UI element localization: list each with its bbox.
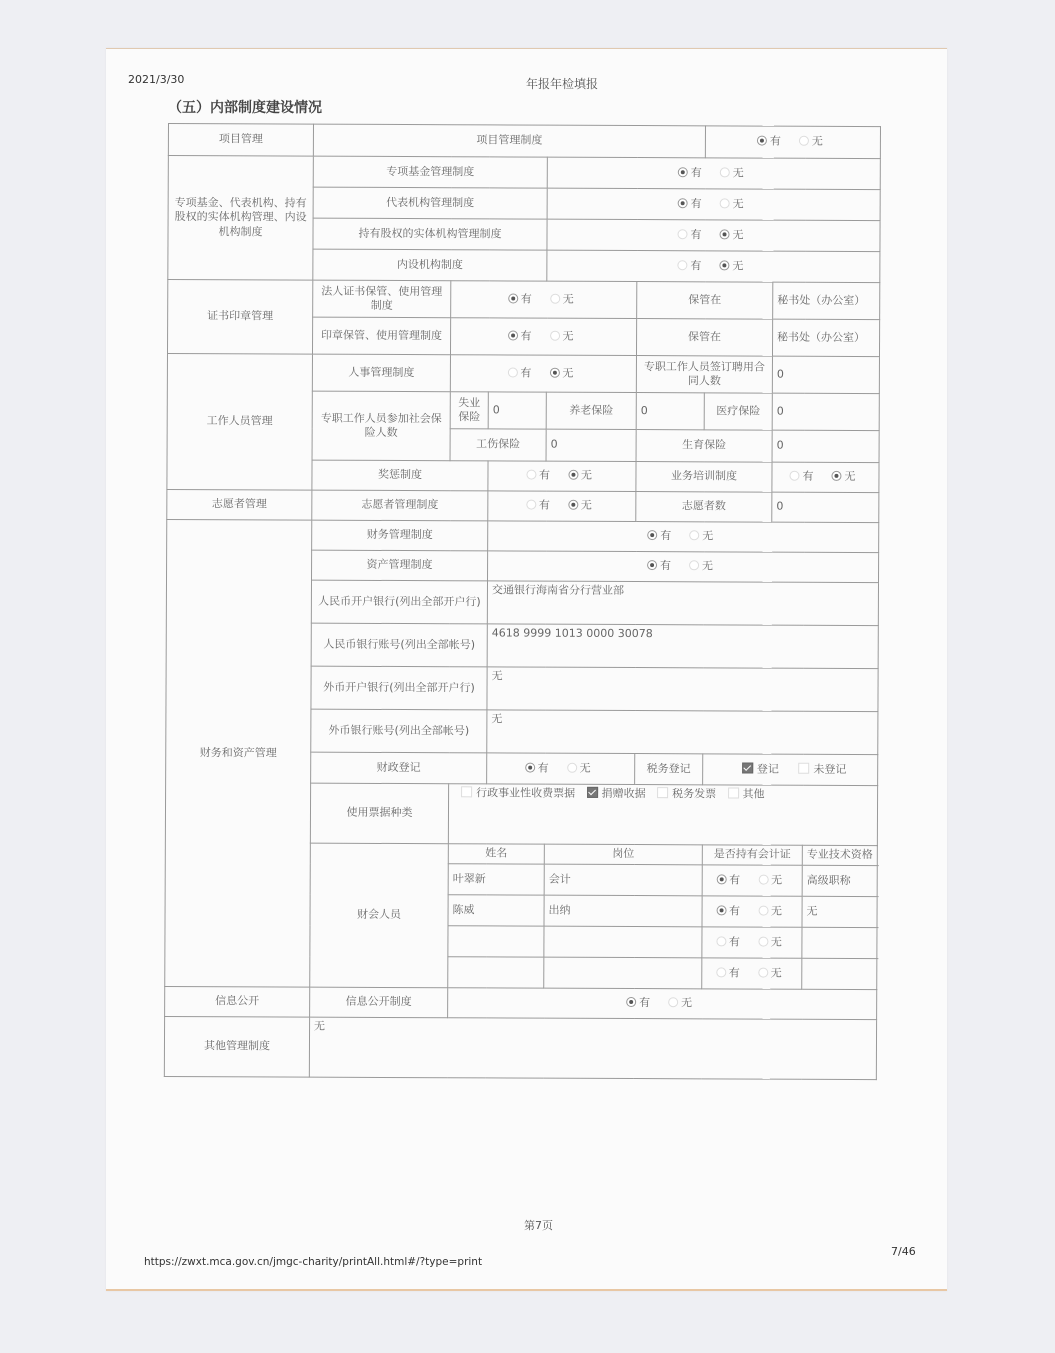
label-project-system: 项目管理制度 [313, 124, 705, 158]
no-label: 无 [562, 292, 574, 306]
print-date: 2021/3/30 [128, 73, 185, 86]
yes-label: 有 [728, 935, 740, 949]
label-insurance-count: 专职工作人员参加社会保险人数 [312, 391, 450, 461]
no-radio[interactable] [689, 561, 699, 571]
unregistered-label: 未登记 [813, 762, 847, 776]
yes-label: 有 [520, 366, 532, 380]
staff-post [544, 926, 702, 958]
value-seal-kept: 秘书处（办公室） [772, 319, 879, 356]
yes-label: 有 [538, 498, 550, 513]
no-radio[interactable] [720, 167, 730, 177]
label-cert-system: 法人证书保管、使用管理制度 [313, 280, 451, 318]
invoice-type-label: 行政事业性收费票据 [476, 786, 576, 800]
category-info: 信息公开 [165, 986, 310, 1017]
value-fx-account: 无 [487, 710, 878, 755]
yes-label: 有 [520, 292, 532, 306]
label-rmb-account: 人民币银行账号(列出全部帐号) [311, 623, 487, 667]
staff-qualification [802, 958, 877, 989]
registered-checkbox[interactable] [742, 762, 753, 773]
staff-name: 陈威 [448, 895, 544, 926]
no-label: 无 [580, 499, 592, 513]
staff-name [448, 926, 544, 957]
no-radio[interactable] [550, 331, 560, 341]
unregistered-checkbox[interactable] [798, 763, 809, 774]
value-cert-kept: 秘书处（办公室） [773, 282, 880, 319]
value-rmb-account: 4618 9999 1013 0000 30078 [487, 624, 878, 669]
label-equity-entity: 持有股权的实体机构管理制度 [313, 218, 547, 250]
no-label: 无 [732, 228, 744, 242]
label-unemployment: 失业保险 [450, 392, 488, 429]
label-kept: 保管在 [637, 282, 773, 320]
radio-group[interactable] [488, 461, 636, 492]
yes-label: 有 [639, 996, 651, 1010]
no-label: 无 [771, 873, 783, 887]
yes-radio[interactable] [647, 560, 657, 570]
staff-qualification [802, 927, 877, 958]
staff-post: 出纳 [544, 895, 702, 927]
yes-label: 有 [729, 904, 741, 918]
yes-radio[interactable] [507, 367, 517, 377]
no-label: 无 [579, 761, 591, 775]
yes-label: 有 [690, 259, 702, 273]
yes-label: 有 [537, 761, 549, 775]
invoice-type-label: 其他 [742, 787, 765, 801]
label-rep-office: 代表机构管理制度 [313, 187, 547, 219]
label-special-fund: 专项基金管理制度 [313, 156, 547, 188]
value-contract-count: 0 [772, 356, 879, 393]
yes-radio[interactable] [677, 260, 687, 270]
staff-post [544, 957, 702, 989]
value-fx-bank: 无 [487, 667, 878, 712]
no-radio[interactable] [831, 471, 841, 481]
radio-group[interactable] [547, 157, 880, 189]
value-medical: 0 [772, 393, 879, 430]
header-cert: 是否持有会计证 [702, 845, 802, 865]
yes-radio[interactable] [677, 229, 687, 239]
no-label: 无 [562, 366, 574, 380]
label-invoice-types: 使用票据种类 [310, 783, 448, 844]
printed-page [106, 48, 947, 1291]
section-title: （五）内部制度建设情况 [168, 100, 322, 116]
yes-label: 有 [769, 134, 781, 149]
yes-label: 有 [729, 873, 741, 887]
no-radio[interactable] [799, 136, 809, 146]
value-injury: 0 [546, 429, 636, 461]
label-finance-system: 财务管理制度 [312, 520, 488, 551]
header-post: 岗位 [544, 844, 702, 865]
label-internal-org: 内设机构制度 [313, 249, 547, 281]
label-info-system: 信息公开制度 [310, 987, 448, 1018]
category-special: 专项基金、代表机构、持有股权的实体机构管理、内设机构制度 [168, 156, 314, 281]
no-label: 无 [702, 529, 714, 543]
label-volunteer-system: 志愿者管理制度 [312, 490, 488, 521]
radio-group[interactable] [488, 521, 879, 553]
yes-radio[interactable] [716, 936, 726, 946]
page-count: 7/46 [891, 1245, 916, 1258]
header-qualification: 专业技术资格 [802, 845, 877, 865]
label-hr-system: 人事管理制度 [312, 354, 450, 392]
staff-name: 叶翠新 [448, 864, 544, 895]
no-label: 无 [732, 259, 744, 273]
yes-label: 有 [538, 468, 550, 483]
radio-group[interactable] [450, 318, 636, 356]
label-seal-system: 印章保管、使用管理制度 [312, 317, 450, 355]
label-contract-count: 专职工作人员签订聘用合同人数 [636, 356, 772, 394]
radio-group[interactable] [450, 355, 636, 393]
yes-label: 有 [690, 197, 702, 211]
radio-group[interactable] [448, 988, 877, 1020]
label-fiscal-registration: 财政登记 [311, 752, 487, 784]
no-radio[interactable] [719, 229, 729, 239]
page-footer-number: 第7页 [524, 1219, 553, 1232]
label-injury: 工伤保险 [450, 429, 546, 461]
yes-radio[interactable] [716, 874, 726, 884]
no-radio[interactable] [549, 368, 559, 378]
label-tax-registration: 税务登记 [635, 754, 703, 785]
no-radio[interactable] [567, 763, 577, 773]
staff-name [448, 957, 544, 988]
value-other: 无 [309, 1017, 876, 1079]
yes-radio[interactable] [508, 293, 518, 303]
radio-group[interactable] [488, 491, 636, 522]
radio-group[interactable] [702, 958, 802, 989]
no-label: 无 [844, 470, 856, 484]
yes-radio[interactable] [716, 905, 726, 915]
invoice-type-checkbox[interactable] [461, 786, 472, 797]
category-other: 其他管理制度 [164, 1016, 309, 1077]
label-fx-account: 外币银行账号(列出全部帐号) [311, 709, 487, 753]
label-reward-system: 奖惩制度 [312, 460, 488, 491]
yes-radio[interactable] [526, 500, 536, 510]
header-name: 姓名 [448, 844, 544, 864]
invoice-type-checkbox[interactable] [728, 787, 739, 798]
category-finance: 财务和资产管理 [165, 519, 312, 987]
no-label: 无 [732, 166, 744, 180]
label-pension: 养老保险 [546, 392, 636, 429]
yes-label: 有 [520, 329, 532, 343]
no-radio[interactable] [689, 531, 699, 541]
no-label: 无 [562, 329, 574, 343]
yes-radio[interactable] [678, 198, 688, 208]
radio-group[interactable] [451, 281, 637, 319]
category-volunteer: 志愿者管理 [167, 489, 312, 520]
value-unemployment: 0 [488, 392, 546, 429]
yes-radio[interactable] [626, 997, 636, 1007]
no-radio[interactable] [550, 294, 560, 304]
invoice-type-checkbox[interactable] [657, 787, 668, 798]
no-label: 无 [770, 966, 782, 980]
label-medical: 医疗保险 [704, 393, 772, 430]
value-volunteer-count: 0 [772, 492, 879, 522]
category-project: 项目管理 [168, 124, 313, 157]
no-radio[interactable] [758, 967, 768, 977]
value-pension: 0 [636, 393, 704, 430]
invoice-type-checkbox[interactable] [587, 787, 598, 798]
yes-label: 有 [660, 529, 672, 543]
category-staff: 工作人员管理 [167, 354, 313, 491]
no-label: 无 [732, 197, 744, 211]
yes-radio[interactable] [647, 530, 657, 540]
yes-label: 有 [690, 166, 702, 180]
radio-group[interactable] [547, 250, 880, 282]
no-radio[interactable] [758, 874, 768, 884]
no-label: 无 [702, 559, 714, 573]
print-header-title: 年报年检填报 [526, 77, 599, 91]
print-url: https://zwxt.mca.gov.cn/jmgc-charity/printAll.html#/?type=print [144, 1256, 483, 1268]
value-maternity: 0 [772, 430, 879, 462]
no-label: 无 [770, 935, 782, 949]
label-accounting-staff: 财会人员 [310, 843, 449, 988]
no-label: 无 [681, 996, 693, 1010]
yes-radio[interactable] [789, 471, 799, 481]
radio-group[interactable] [702, 927, 802, 958]
radio-group[interactable] [702, 865, 802, 896]
tax-registration-options[interactable] [703, 754, 878, 786]
no-label: 无 [580, 469, 592, 483]
yes-radio[interactable] [678, 167, 688, 177]
staff-qualification: 高级职称 [802, 865, 877, 896]
no-label: 无 [771, 904, 783, 918]
value-rmb-bank: 交通银行海南省分行营业部 [487, 581, 878, 626]
no-radio[interactable] [668, 998, 678, 1008]
yes-radio[interactable] [716, 967, 726, 977]
radio-group[interactable] [702, 896, 802, 927]
label-asset-system: 资产管理制度 [312, 550, 488, 581]
yes-label: 有 [802, 470, 814, 484]
radio-group[interactable] [487, 753, 635, 785]
radio-group[interactable] [547, 188, 880, 220]
radio-group[interactable] [547, 219, 880, 251]
no-radio[interactable] [719, 260, 729, 270]
staff-qualification: 无 [802, 896, 877, 927]
radio-group[interactable] [705, 126, 880, 159]
no-radio[interactable] [568, 500, 578, 510]
staff-post: 会计 [544, 864, 702, 896]
yes-label: 有 [690, 228, 702, 242]
yes-radio[interactable] [526, 470, 536, 480]
invoice-types-options[interactable] [448, 784, 877, 846]
radio-group[interactable] [488, 551, 879, 583]
label-maternity: 生育保险 [636, 430, 772, 463]
no-radio[interactable] [568, 470, 578, 480]
label-training-system: 业务培训制度 [636, 462, 772, 493]
yes-label: 有 [728, 966, 740, 980]
label-fx-bank: 外币开户银行(列出全部开户行) [311, 666, 487, 710]
yes-radio[interactable] [508, 330, 518, 340]
registered-label: 登记 [756, 762, 779, 776]
radio-group[interactable] [772, 462, 879, 492]
yes-label: 有 [660, 559, 672, 573]
label-kept: 保管在 [636, 319, 772, 357]
no-radio[interactable] [720, 198, 730, 208]
label-volunteer-count: 志愿者数 [636, 492, 772, 523]
no-radio[interactable] [758, 936, 768, 946]
invoice-type-label: 税务发票 [672, 787, 717, 801]
category-seal: 证书印章管理 [167, 280, 312, 355]
invoice-type-label: 捐赠收据 [601, 786, 646, 801]
no-radio[interactable] [758, 905, 768, 915]
no-label: 无 [811, 135, 823, 149]
yes-radio[interactable] [525, 762, 535, 772]
internal-system-table [164, 123, 881, 1080]
yes-radio[interactable] [757, 136, 767, 146]
label-rmb-bank: 人民币开户银行(列出全部开户行) [311, 580, 487, 624]
